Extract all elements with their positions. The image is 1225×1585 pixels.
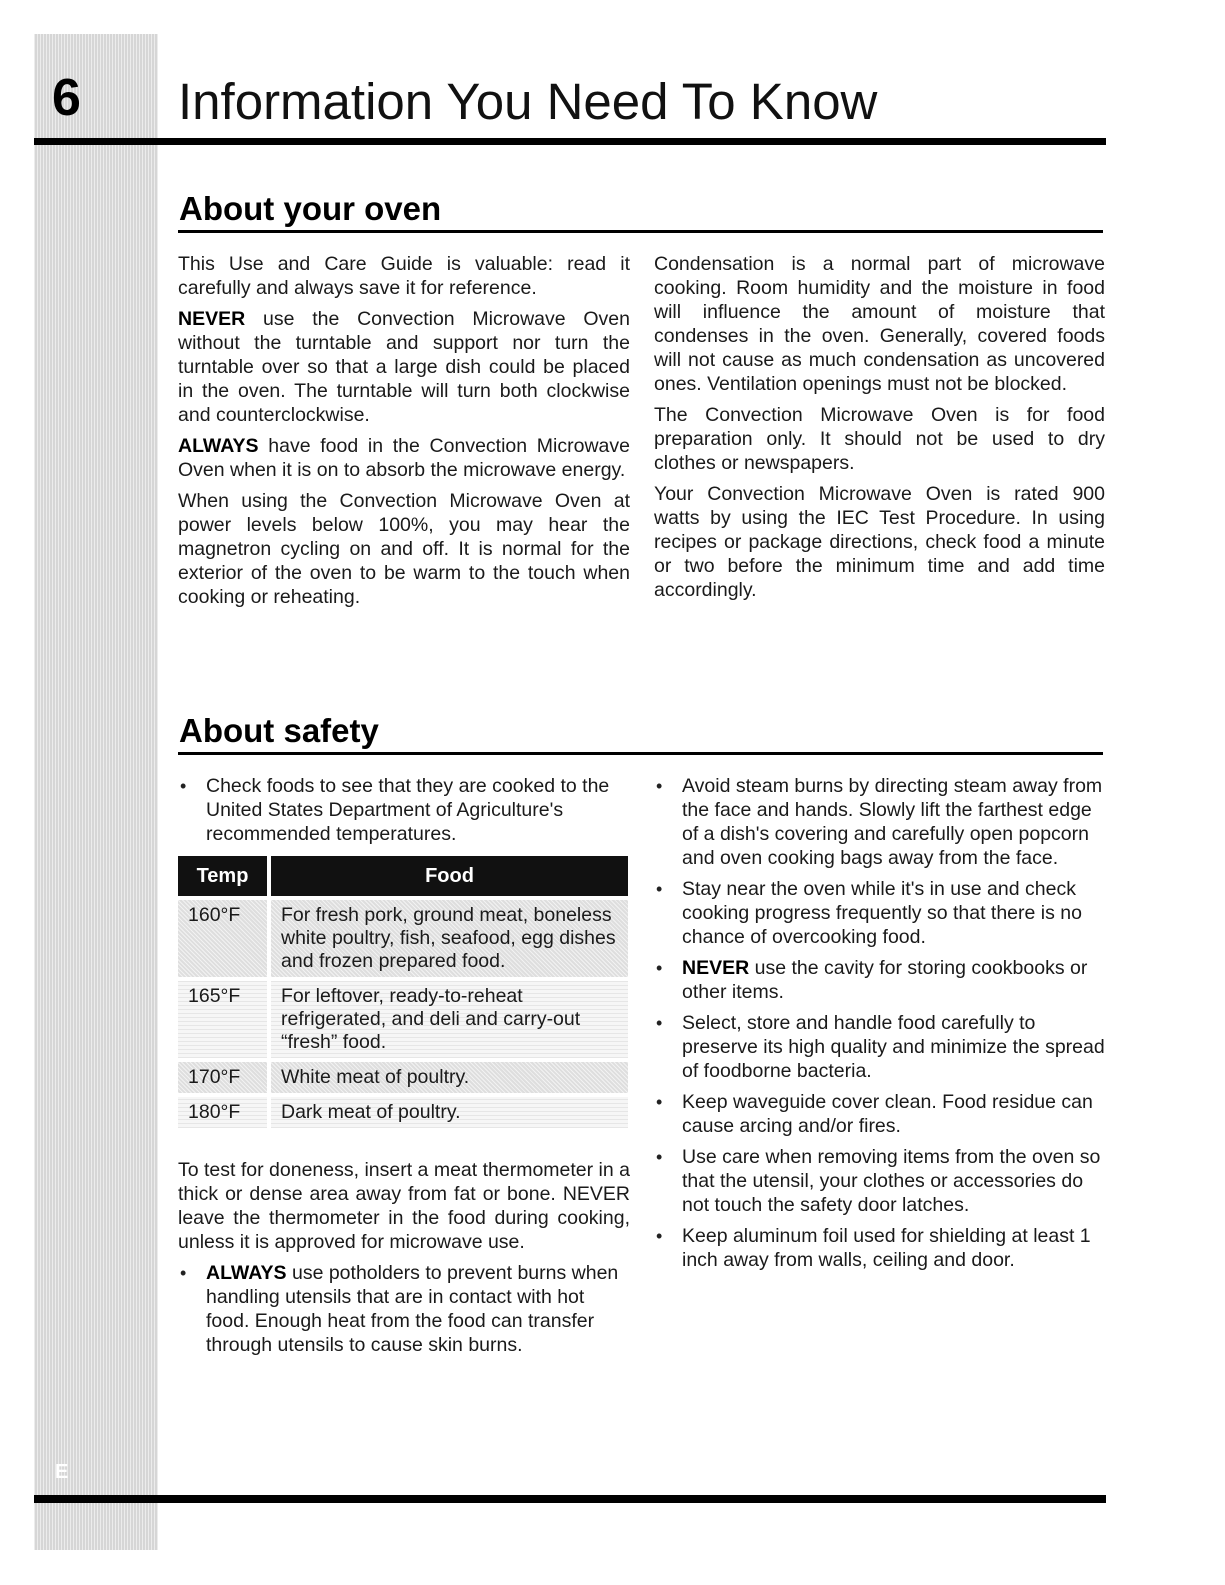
food-cell: Dark meat of poultry. xyxy=(271,1097,628,1128)
footer-rule xyxy=(34,1495,1106,1503)
table-row xyxy=(178,981,628,1058)
doneness-note: To test for doneness, insert a meat thermometer in a thick or dense area away from fat or bone. NEVER leave the thermometer in the food during cooking, unless it is approved for microwave use. xyxy=(178,1159,630,1253)
temp-cell: 160°F xyxy=(178,900,267,977)
safety-bullet: • Check foods to see that they are cooked to the United States Department of Agriculture's recommended temperatures. xyxy=(178,774,630,846)
safety-bullet: • Keep aluminum foil used for shielding at least 1 inch away from walls, ceiling and door. xyxy=(654,1224,1105,1272)
safety-bullet: • Select, store and handle food carefully to preserve its high quality and minimize the spread of foodborne bacteria. xyxy=(654,1011,1105,1083)
oven-paragraph: The Convection Microwave Oven is for food preparation only. It should not be used to dry clothes or newspapers. xyxy=(654,404,1105,474)
safety-left-lower xyxy=(178,1158,630,1364)
table-row xyxy=(178,1062,628,1093)
oven-paragraph: Condensation is a normal part of microwave cooking. Room humidity and the moisture in food will influence the amount of moisture that condenses in the oven. Generally, covered foods will not cause as much condensation as uncovered ones. Ventilation openings must not be blocked. xyxy=(654,253,1105,395)
temp-cell: 165°F xyxy=(178,981,267,1058)
oven-paragraph: When using the Convection Microwave Oven at power levels below 100%, you may hear the magnetron cycling on and off. It is normal for the exterior of the oven to be warm to the touch when cooking or reheating. xyxy=(178,490,630,608)
page-title: Information You Need To Know xyxy=(178,73,878,130)
safety-right-column xyxy=(654,774,1105,1279)
safety-bullet: • NEVER use the cavity for storing cookbooks or other items. xyxy=(654,956,1105,1004)
side-tab-bar xyxy=(34,34,158,1550)
food-cell: For fresh pork, ground meat, boneless white poultry, fish, seafood, egg dishes and frozen prepared food. xyxy=(271,900,628,977)
section-rule-oven xyxy=(178,230,1103,233)
safety-intro xyxy=(178,774,630,853)
oven-left-column xyxy=(178,252,630,616)
oven-paragraph: Your Convection Microwave Oven is rated 900 watts by using the IEC Test Procedure. In using recipes or package directions, check food a minute or two before the minimum time and add time accordingly. xyxy=(654,483,1105,601)
oven-right-column xyxy=(654,252,1105,609)
page-number: 6 xyxy=(52,69,81,127)
oven-paragraph: NEVER use the Convection Microwave Oven without the turntable and support nor turn the turntable over so that a large dish could be placed in the oven. The turntable will turn both clockwise and counterclockwise. xyxy=(178,308,630,426)
safety-bullet: • Use care when removing items from the oven so that the utensil, your clothes or accessories do not touch the safety door latches. xyxy=(654,1145,1105,1217)
language-mark: E xyxy=(55,1461,69,1483)
safety-bullet: • Keep waveguide cover clean. Food residue can cause arcing and/or fires. xyxy=(654,1090,1105,1138)
safety-bullet: • ALWAYS use potholders to prevent burns when handling utensils that are in contact with hot food. Enough heat from the food can transfer through utensils to cause skin burns. xyxy=(178,1261,630,1357)
temp-cell: 170°F xyxy=(178,1062,267,1093)
table-header xyxy=(178,856,628,896)
section-heading-safety: About safety xyxy=(179,712,379,749)
safety-bullet: • Stay near the oven while it's in use and check cooking progress frequently so that there is no chance of overcooking food. xyxy=(654,877,1105,949)
table-row xyxy=(178,900,628,977)
table-row xyxy=(178,1097,628,1128)
title-rule xyxy=(34,138,1106,145)
safety-bullet: • Avoid steam burns by directing steam away from the face and hands. Slowly lift the farthest edge of a dish's covering and carefully open popcorn and oven cooking bags away from the face. xyxy=(654,774,1105,870)
oven-paragraph: ALWAYS have food in the Convection Microwave Oven when it is on to absorb the microwave energy. xyxy=(178,435,630,481)
temp-cell: 180°F xyxy=(178,1097,267,1128)
oven-paragraph: This Use and Care Guide is valuable: read it carefully and always save it for reference. xyxy=(178,253,630,299)
temperature-table xyxy=(178,856,628,1128)
food-cell: For leftover, ready-to-reheat refrigerated, and deli and carry-out “fresh” food. xyxy=(271,981,628,1058)
food-cell: White meat of poultry. xyxy=(271,1062,628,1093)
section-heading-oven: About your oven xyxy=(179,190,442,227)
section-rule-safety xyxy=(178,752,1103,755)
header-temp: Temp xyxy=(178,856,267,896)
header-food: Food xyxy=(271,856,628,896)
